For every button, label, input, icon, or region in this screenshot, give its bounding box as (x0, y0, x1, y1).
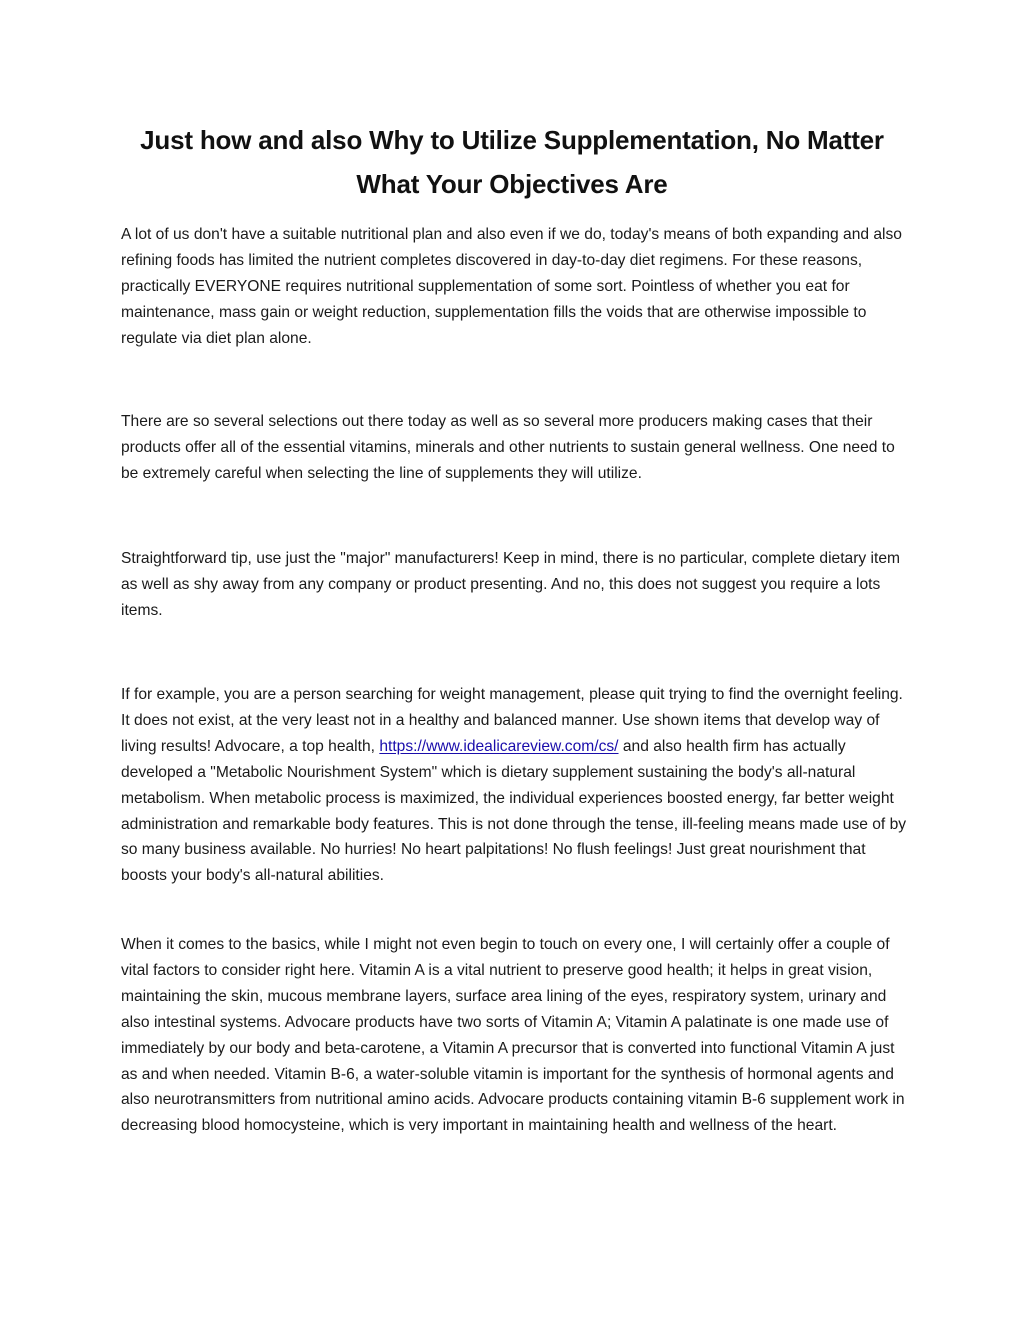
paragraph-4-text-before-link: If for example, you are a person searching for weight management, please quit trying to find the overnight feeling. It does not exist, at the very least not in a healthy and balanced manner. Use shown items that develop way of living results! Advocare, a top health, (121, 686, 903, 755)
paragraph-4-text-after-link: and also health firm has actually developed a "Metabolic Nourishment System" which is dietary supplement sustaining the body's all-natural metabolism. When metabolic process is maximized, the individual experiences boosted energy, far better weight administration and remarkable body features. This is not done through the tense, ill-feeling means made use of by so many business available. No hurries! No heart palpitations! No flush feelings! Just great nourishment that boosts your body's all-natural abilities. (121, 737, 907, 885)
paragraph-1: A lot of us don't have a suitable nutritional plan and also even if we do, today's means of both expanding and also refining foods has limited the nutrient completes discovered in day-to-day diet regimens. For these reasons, practically EVERYONE requires nutritional supplementation of some sort. Pointless of whether you eat for maintenance, mass gain or weight reduction, supplementation fills the voids that are otherwise impossible to regulate via diet plan alone. (121, 226, 902, 347)
paragraph-3: Straightforward tip, use just the "major" manufacturers! Keep in mind, there is no particular, complete dietary item as well as shy away from any company or product presenting. And no, this does not suggest you require a lots items. (121, 550, 900, 619)
paragraph-5: When it comes to the basics, while I might not even begin to touch on every one, I will certainly offer a couple of vital factors to consider right here. Vitamin A is a vital nutrient to preserve good health; it helps in great vision, maintaining the skin, mucous membrane layers, surface area lining of the eyes, respiratory system, urinary and also intestinal systems. Advocare products have two sorts of Vitamin A; Vitamin A palatinate is one made use of immediately by our body and beta-carotene, a Vitamin A precursor that is converted into functional Vitamin A just as and when needed. Vitamin B-6, a water-soluble vitamin is important for the synthesis of hormonal agents and also neurotransmitters from nutritional amino acids. Advocare products containing vitamin B-6 supplement work in decreasing blood homocysteine, which is very important in maintaining health and wellness of the heart. (121, 936, 905, 1135)
paragraph-4 (121, 682, 911, 889)
page-title: Just how and also Why to Utilize Supplementation, No Matter What Your Objectives Are (140, 125, 884, 199)
paragraph-2: There are so several selections out there today as well as so several more producers making cases that their products offer all of the essential vitamins, minerals and other nutrients to sustain general wellness. One need to be extremely careful when selecting the line of supplements they will utilize. (121, 413, 895, 482)
article-link[interactable]: https://www.idealicareview.com/cs/ (379, 737, 619, 755)
